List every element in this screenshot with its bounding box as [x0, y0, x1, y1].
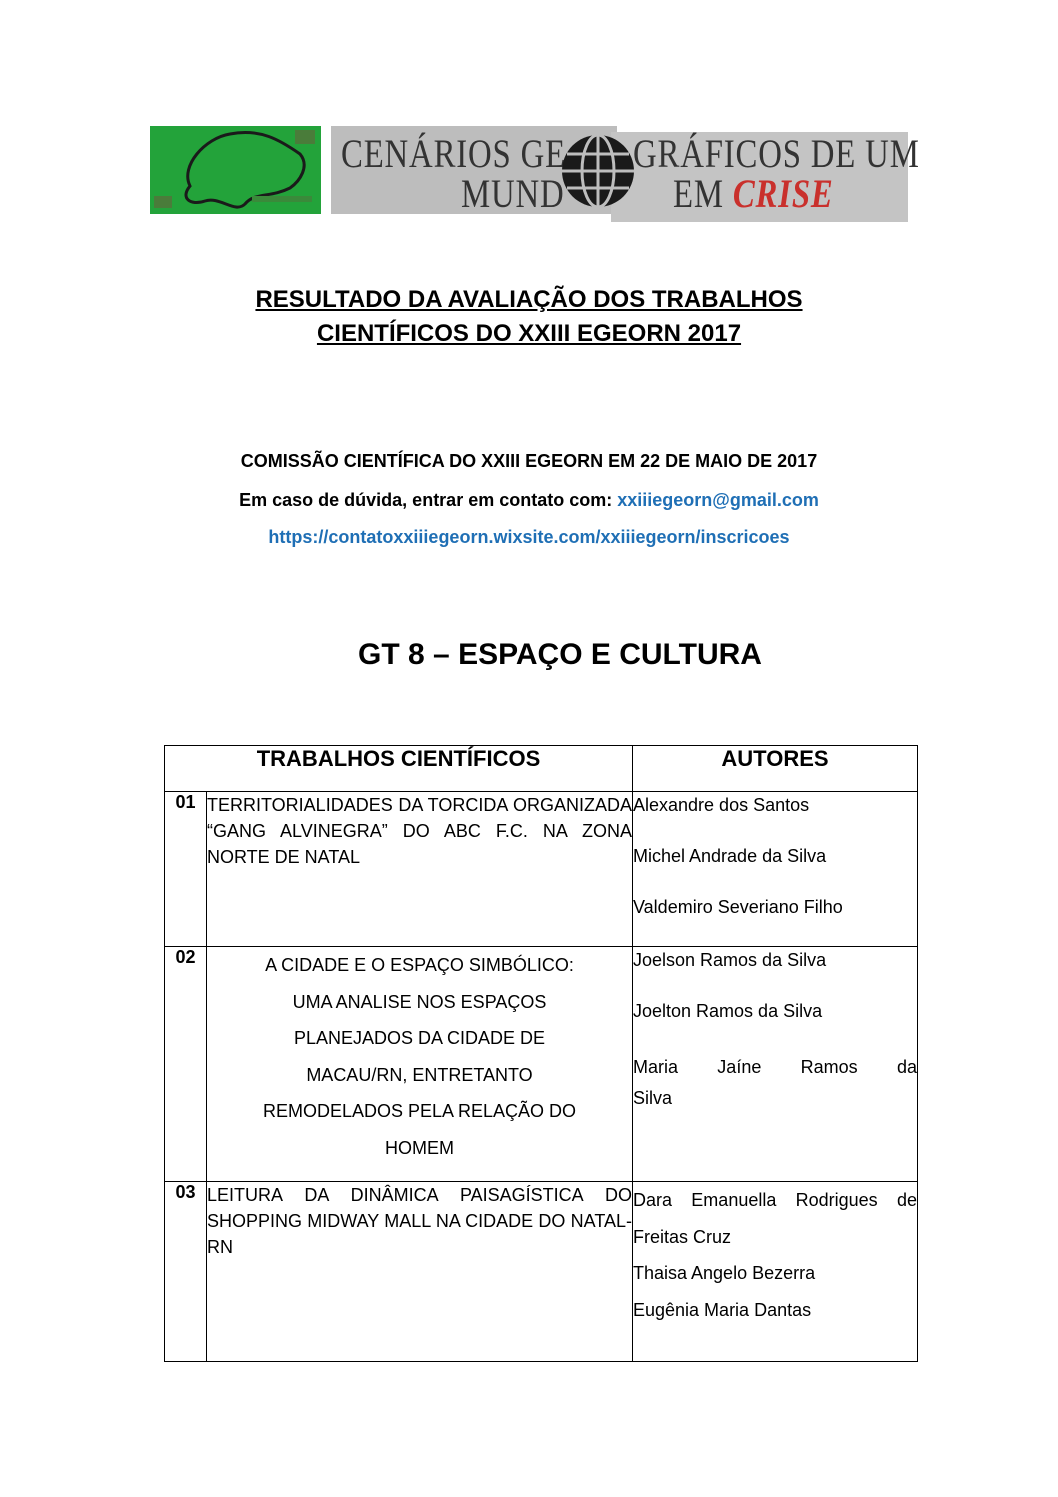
- work-title-text: TERRITORIALIDADES DA TORCIDA ORGANIZADA “GANG ALVINEGRA” DO ABC F.C. NA ZONA NORTE DE NATAL: [207, 795, 632, 867]
- author-name: Thaisa Angelo Bezerra: [633, 1263, 816, 1283]
- authors-cell: [633, 947, 918, 1182]
- work-title: [207, 1182, 633, 1362]
- header-authors: AUTORES: [633, 746, 918, 792]
- author-name: Alexandre dos Santos: [633, 795, 810, 815]
- contact-email-link[interactable]: xxiiiegeorn@gmail.com: [617, 490, 819, 510]
- commission-line: COMISSÃO CIENTÍFICA DO XXIII EGEORN EM 22 DE MAIO DE 2017: [240, 451, 818, 471]
- works-table: [164, 745, 918, 1362]
- state-map-logo: [150, 126, 321, 214]
- section-title: GT 8 – ESPAÇO E CULTURA: [358, 638, 762, 671]
- authors-cell: [633, 792, 918, 947]
- inscricoes-link[interactable]: https://contatoxxiiiegeorn.wixsite.com/xxiiiegeorn/inscricoes: [268, 527, 790, 547]
- table-row: [165, 947, 918, 1182]
- author-name: Eugênia Maria Dantas: [633, 1299, 812, 1320]
- work-title-line: PLANEJADOS DA CIDADE DE: [293, 1028, 546, 1049]
- banner-line1-left: CENÁRIOS GE: [341, 131, 566, 176]
- row-number: 01: [165, 792, 207, 947]
- author-name-continued: Silva: [633, 1088, 673, 1108]
- globe-icon: [555, 128, 641, 214]
- banner-crisis-text: CRISE: [732, 171, 834, 216]
- header-works: TRABALHOS CIENTÍFICOS: [165, 746, 633, 792]
- row-number: 03: [165, 1182, 207, 1362]
- work-title: [207, 947, 633, 1182]
- table-row: [165, 1182, 918, 1362]
- page-title-line2: CIENTÍFICOS DO XXIII EGEORN 2017: [316, 320, 742, 347]
- author-name: Michel Andrade da Silva: [633, 846, 827, 866]
- author-name: Dara Emanuella Rodrigues de Freitas Cruz: [633, 1190, 917, 1247]
- banner-right-panel: [611, 131, 920, 222]
- banner-line1-right: GRÁFICOS DE UM: [633, 131, 920, 176]
- author-name: Joelton Ramos da Silva: [633, 1001, 823, 1021]
- row-number: 02: [165, 947, 207, 1182]
- work-title-line: HOMEM: [385, 1137, 454, 1158]
- banner-line2-right: [673, 170, 834, 217]
- author-name: Maria Jaíne Ramos da: [633, 1057, 917, 1077]
- work-title-line: REMODELADOS PELA RELAÇÃO DO: [262, 1101, 577, 1122]
- work-title-line: UMA ANALISE NOS ESPAÇOS: [292, 991, 547, 1012]
- banner-em-text: EM: [673, 171, 724, 216]
- work-title-line: MACAU/RN, ENTRETANTO: [306, 1064, 533, 1085]
- work-title-text: LEITURA DA DINÂMICA PAISAGÍSTICA DO SHOPPING MIDWAY MALL NA CIDADE DO NATAL-RN: [207, 1185, 632, 1257]
- table-row: [165, 792, 918, 947]
- author-name: Valdemiro Severiano Filho: [633, 897, 843, 917]
- table-header-row: [165, 746, 918, 792]
- page-title-line1: RESULTADO DA AVALIAÇÃO DOS TRABALHOS: [255, 286, 803, 313]
- work-title: [207, 792, 633, 947]
- author-name: Joelson Ramos da Silva: [633, 950, 827, 970]
- event-banner: [150, 126, 920, 222]
- contact-prefix: Em caso de dúvida, entrar em contato com:: [239, 490, 618, 510]
- authors-cell: [633, 1182, 918, 1362]
- contact-line: [0, 490, 1058, 511]
- work-title-line: A CIDADE E O ESPAÇO SIMBÓLICO:: [265, 955, 574, 975]
- banner-line2-left: MUND: [461, 171, 565, 216]
- state-outline-icon: [150, 126, 321, 214]
